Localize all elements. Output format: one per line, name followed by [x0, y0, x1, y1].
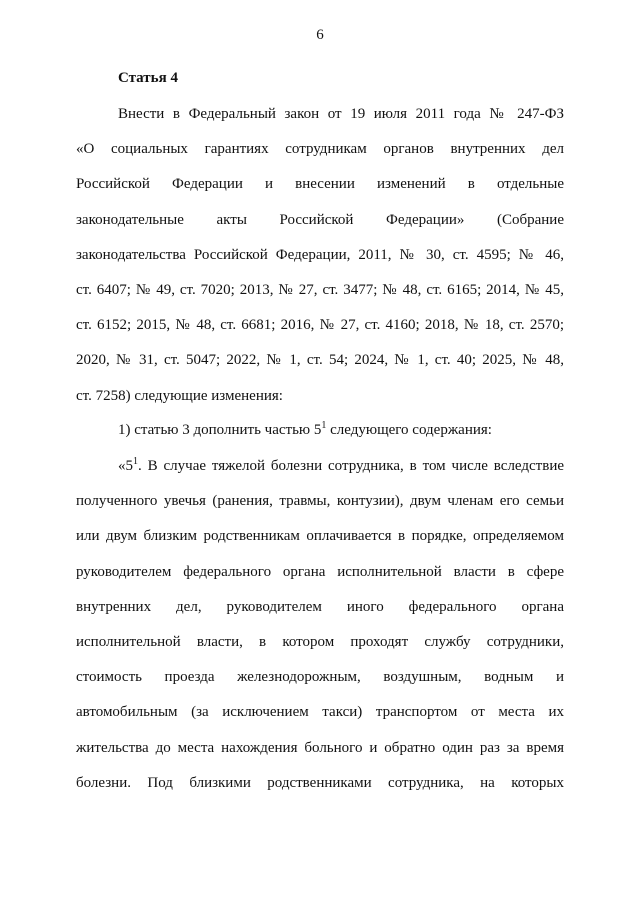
- quote-line: болезни. Под близкими родственниками сотрудника, на которых: [76, 774, 564, 791]
- item-1-superscript: 1: [321, 420, 327, 431]
- item-1-paragraph: [76, 420, 564, 440]
- intro-line: 2020, № 31, ст. 5047; 2022, № 1, ст. 54; 2024, № 1, ст. 40; 2025, № 48,: [76, 352, 564, 369]
- quote-first-line: [76, 456, 564, 476]
- article-title: Статья 4: [118, 70, 178, 86]
- quote-line: руководителем федерального органа исполнительной власти в сфере: [76, 563, 564, 580]
- intro-line: Внести в Федеральный закон от 19 июля 2011 года № 247-ФЗ: [118, 106, 564, 122]
- quote-first-rest: . В случае тяжелой болезни сотрудника, в том числе вследствие: [138, 458, 564, 474]
- quote-line: жительства до места нахождения больного и обратно один раз за время: [76, 739, 564, 756]
- intro-line: законодательные акты Российской Федерации» (Собрание: [76, 211, 564, 228]
- intro-line: ст. 6407; № 49, ст. 7020; 2013, № 27, ст. 3477; № 48, ст. 6165; 2014, № 45,: [76, 281, 564, 298]
- item-1-line: [76, 420, 564, 440]
- intro-paragraph: [76, 104, 564, 421]
- quote-line: полученного увечья (ранения, травмы, контузии), двум членам его семьи: [76, 493, 564, 510]
- quote-line: или двум близким родственникам оплачивается в порядке, определяемом: [76, 528, 564, 545]
- page-number: 6: [316, 27, 324, 43]
- intro-line: ст. 7258) следующие изменения:: [76, 387, 283, 404]
- intro-line: Российской Федерации и внесении изменений в отдельные: [76, 176, 564, 193]
- quote-line: внутренних дел, руководителем иного федерального органа: [76, 598, 564, 615]
- intro-line: ст. 6152; 2015, № 48, ст. 6681; 2016, № 27, ст. 4160; 2018, № 18, ст. 2570;: [76, 317, 564, 334]
- quote-superscript: 1: [133, 456, 138, 467]
- quote-line: автомобильным (за исключением такси) транспортом от места их: [76, 704, 564, 721]
- quote-line: исполнительной власти, в котором проходят службу сотрудники,: [76, 633, 564, 650]
- intro-line: законодательства Российской Федерации, 2011, № 30, ст. 4595; № 46,: [76, 246, 564, 263]
- item-1-suffix: следующего содержания:: [326, 422, 492, 438]
- intro-line: «О социальных гарантиях сотрудникам органов внутренних дел: [76, 141, 564, 158]
- quote-prefix: «5: [118, 458, 133, 474]
- quote-line: стоимость проезда железнодорожным, воздушным, водным и: [76, 669, 564, 686]
- quote-paragraph: [76, 456, 564, 808]
- item-1-prefix: 1) статью 3 дополнить частью 5: [118, 422, 322, 438]
